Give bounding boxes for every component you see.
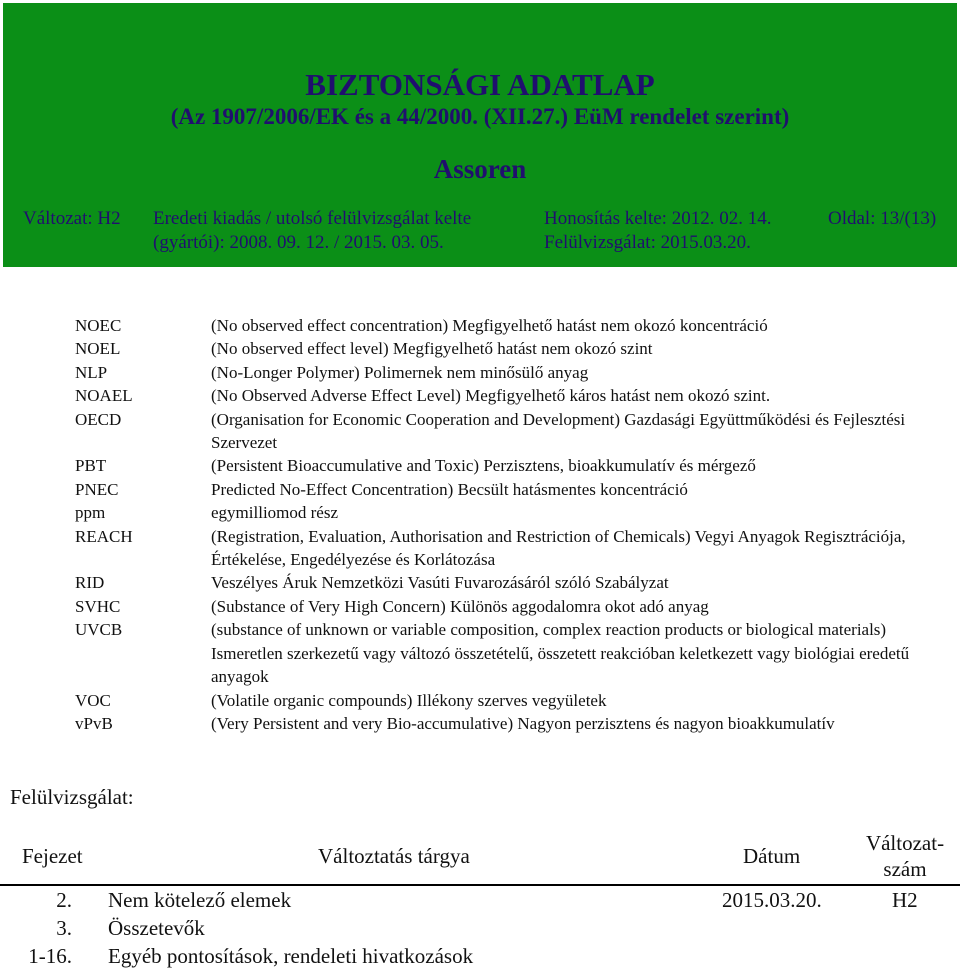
abbreviation-definition: (Organisation for Economic Cooperation and Development) Gazdasági Együttműködési és Fejlesztési Szervezet [211, 409, 906, 453]
abbreviation-term: OECD [75, 409, 122, 429]
abbreviation-definition: Predicted No-Effect Concentration) Becsült hatásmentes koncentráció [211, 479, 688, 499]
abbreviation-term: NLP [75, 362, 108, 382]
abbreviation-term: vPvB [75, 713, 113, 733]
abbreviation-term: NOEC [75, 316, 122, 335]
list-item [0, 314, 960, 337]
row-chapter: 1-16. [28, 944, 72, 968]
abbreviation-term: ppm [75, 503, 106, 523]
header-date: Dátum [743, 844, 801, 868]
header-version-line-2: szám [883, 857, 927, 881]
header-subject: Változtatás tárgya [318, 844, 470, 868]
table-row [0, 886, 960, 914]
local-dates [544, 207, 771, 255]
issue-line-2: (gyártói): 2008. 09. 12. / 2015. 03. 05. [153, 232, 444, 253]
header-version [858, 830, 952, 882]
regulation-subtitle: (Az 1907/2006/EK és a 44/2000. (XII.27.) EüM rendelet szerint) [170, 104, 790, 129]
abbreviation-term: UVCB [75, 620, 123, 640]
table-row [0, 942, 960, 970]
abbreviation-list [0, 314, 960, 735]
list-item [0, 361, 960, 384]
naturalization-date: Honosítás kelte: 2012. 02. 14. [544, 208, 772, 229]
list-item [0, 712, 960, 735]
abbreviation-term: NOAEL [75, 386, 133, 406]
abbreviation-definition: (substance of unknown or variable composition, complex reaction products or biological materials) Ismeretlen szerkezetű vagy változó összetételű, összetett reakcióban keletkezett vagy biológiai eredetű anyagok [211, 620, 910, 687]
list-item [0, 618, 960, 688]
list-item [0, 501, 960, 524]
abbreviation-definition: (No observed effect concentration) Megfigyelhető hatást nem okozó koncentráció [211, 316, 768, 335]
abbreviation-definition: egymilliomod rész [211, 503, 339, 523]
list-item [0, 571, 960, 594]
list-item [0, 337, 960, 360]
list-item [0, 689, 960, 712]
list-item [0, 595, 960, 618]
row-chapter: 3. [56, 916, 72, 940]
document-title: BIZTONSÁGI ADATLAP [305, 67, 655, 102]
abbreviation-definition: (Registration, Evaluation, Authorisation and Restriction of Chemicals) Vegyi Anyagok Regisztrációja, Értékelése, Engedélyezése és Korlátozása [211, 526, 906, 570]
row-version: H2 [892, 888, 918, 912]
abbreviation-definition: (No observed effect level) Megfigyelhető hatást nem okozó szint [211, 339, 653, 359]
row-subject: Nem kötelező elemek [108, 888, 292, 912]
row-subject: Összetevők [108, 916, 205, 940]
header-version-line-1: Változat- [865, 831, 945, 855]
abbreviation-definition: (Substance of Very High Concern) Különös aggodalomra okot adó anyag [211, 596, 709, 616]
abbreviation-definition: (No-Longer Polymer) Polimernek nem minősülő anyag [211, 362, 589, 382]
abbreviation-definition: (Persistent Bioaccumulative and Toxic) Perzisztens, bioakkumulatív és mérgező [211, 456, 756, 476]
abbreviation-term: REACH [75, 526, 133, 546]
revision-title: Felülvizsgálat: [10, 785, 134, 809]
abbreviation-term: SVHC [75, 596, 121, 616]
list-item [0, 478, 960, 501]
abbreviation-definition: (Very Persistent and very Bio-accumulative) Nagyon perzisztens és nagyon bioakkumulatív [211, 713, 835, 733]
header-chapter: Fejezet [22, 844, 83, 868]
review-date: Felülvizsgálat: 2015.03.20. [544, 232, 751, 253]
document-header [3, 3, 957, 267]
abbreviation-term: PNEC [75, 479, 119, 499]
list-item [0, 384, 960, 407]
issue-line-1: Eredeti kiadás / utolsó felülvizsgálat kelte [153, 208, 472, 229]
row-date: 2015.03.20. [722, 888, 822, 912]
abbreviation-term: RID [75, 573, 105, 593]
list-item [0, 525, 960, 572]
table-header [0, 826, 960, 886]
abbreviation-term: VOC [75, 690, 111, 710]
product-name: Assoren [433, 154, 527, 184]
row-chapter: 2. [56, 888, 72, 912]
row-subject: Egyéb pontosítások, rendeleti hivatkozások [108, 944, 474, 968]
table-row [0, 914, 960, 942]
issue-dates [153, 207, 471, 255]
abbreviation-term: PBT [75, 456, 107, 476]
revision-table [0, 826, 960, 970]
abbreviation-definition: (Volatile organic compounds) Illékony szerves vegyületek [211, 690, 607, 710]
abbreviation-definition: Veszélyes Áruk Nemzetközi Vasúti Fuvarozásáról szóló Szabályzat [211, 573, 669, 593]
list-item [0, 408, 960, 455]
page-number: Oldal: 13/(13) [828, 208, 937, 229]
abbreviation-term: NOEL [75, 339, 121, 359]
version-label: Változat: H2 [23, 208, 121, 229]
abbreviation-definition: (No Observed Adverse Effect Level) Megfigyelhető káros hatást nem okozó szint. [211, 386, 771, 406]
list-item [0, 454, 960, 477]
